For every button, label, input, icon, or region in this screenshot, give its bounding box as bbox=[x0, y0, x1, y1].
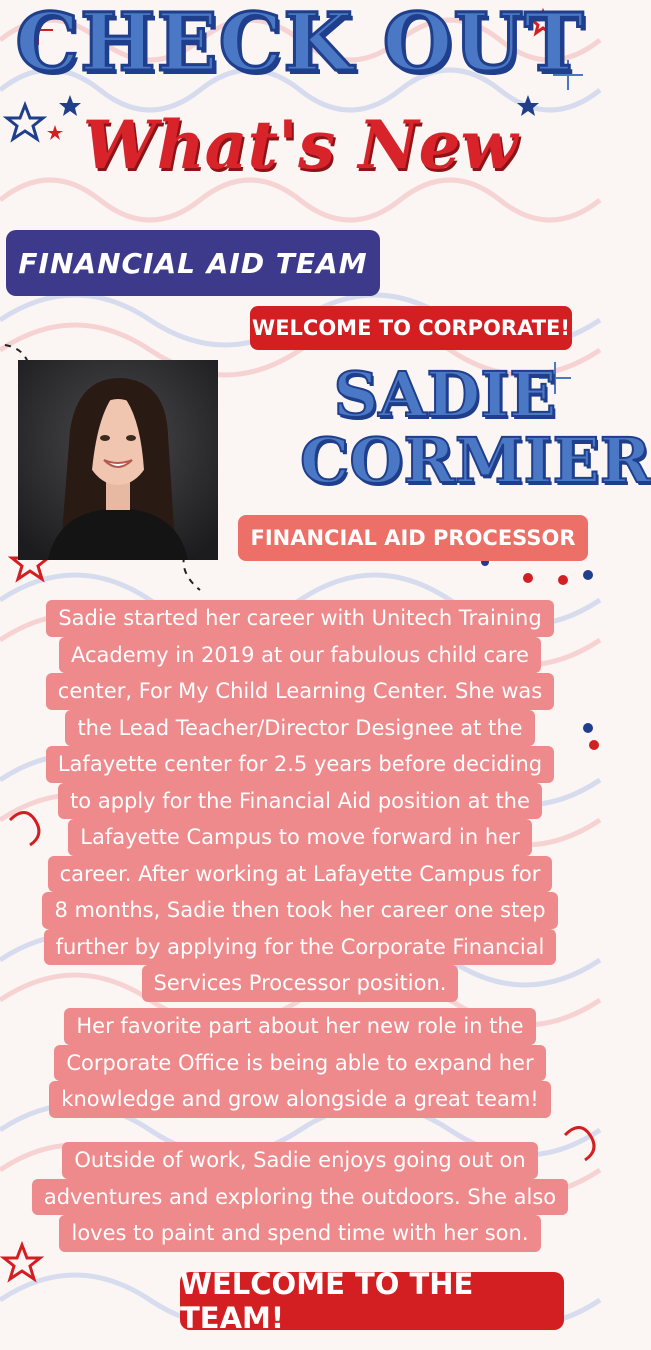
bio-paragraph-2 bbox=[0, 1008, 600, 1118]
bio-paragraph-3 bbox=[0, 1142, 600, 1252]
bio-line: loves to paint and spend time with her son. bbox=[59, 1215, 540, 1252]
team-banner: FINANCIAL AID TEAM bbox=[6, 230, 380, 296]
bio-line: Corporate Office is being able to expand her bbox=[54, 1045, 545, 1082]
portrait-image bbox=[18, 360, 218, 560]
bio-paragraph-1 bbox=[0, 600, 600, 1002]
bio-line: center, For My Child Learning Center. She was bbox=[46, 673, 554, 710]
bio-line: adventures and exploring the outdoors. She also bbox=[32, 1179, 568, 1216]
employee-name bbox=[300, 358, 651, 497]
headline-check-out: CHECK OUT bbox=[15, 0, 585, 89]
bio-line: further by applying for the Corporate Financial bbox=[44, 929, 557, 966]
bio-line: career. After working at Lafayette Campus for bbox=[48, 856, 553, 893]
bio-line: to apply for the Financial Aid position at the bbox=[58, 783, 542, 820]
bio-line: knowledge and grow alongside a great team! bbox=[49, 1081, 550, 1118]
bio-line: Lafayette Campus to move forward in her bbox=[68, 819, 531, 856]
employee-last-name: CORMIER bbox=[300, 424, 651, 497]
bio-line: Lafayette center for 2.5 years before deciding bbox=[46, 746, 554, 783]
welcome-to-team-banner: WELCOME TO THE TEAM! bbox=[180, 1272, 564, 1330]
bio-line: 8 months, Sadie then took her career one step bbox=[42, 892, 557, 929]
bio-line: Outside of work, Sadie enjoys going out on bbox=[62, 1142, 537, 1179]
employee-photo bbox=[18, 360, 218, 560]
bio-line: the Lead Teacher/Director Designee at the bbox=[65, 710, 534, 747]
headline-whats-new: What's New bbox=[82, 106, 518, 184]
bio-line: Sadie started her career with Unitech Training bbox=[46, 600, 553, 637]
welcome-corporate-banner: WELCOME TO CORPORATE! bbox=[250, 306, 572, 350]
bio-line: Services Processor position. bbox=[142, 965, 459, 1002]
bio-line: Academy in 2019 at our fabulous child care bbox=[59, 637, 541, 674]
employee-title-badge: FINANCIAL AID PROCESSOR bbox=[238, 515, 588, 561]
bio-line: Her favorite part about her new role in the bbox=[64, 1008, 535, 1045]
employee-first-name: SADIE bbox=[333, 358, 557, 431]
